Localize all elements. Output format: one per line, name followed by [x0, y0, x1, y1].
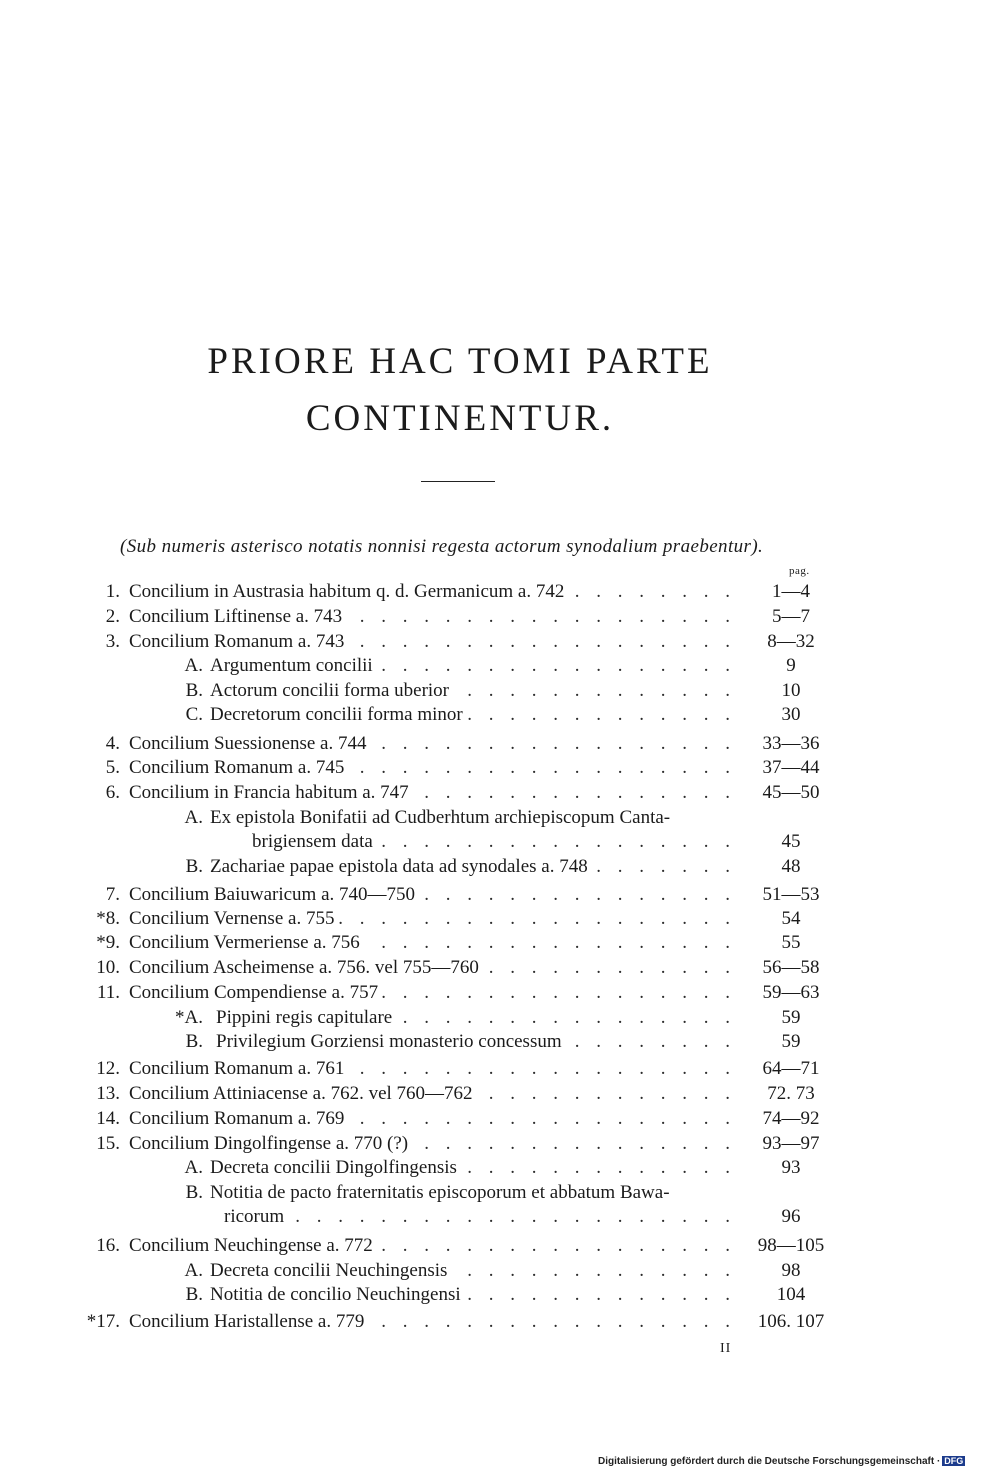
- entry-title: Concilium Neuchingense a. 772 . . .: [129, 1234, 736, 1258]
- pag-column-header: pag.: [789, 565, 810, 577]
- entry-pages: 93—97: [762, 1133, 820, 1154]
- entry-number: 13.: [96, 1083, 120, 1104]
- toc-subentry-continuation: [0, 1205, 1000, 1229]
- subentry-title: Decreta concilii Dingolfingensis . . .: [210, 1156, 736, 1180]
- entry-pages: 104: [776, 1284, 806, 1305]
- entry-number: 6.: [105, 782, 120, 803]
- subentry-title: Notitia de pacto fraternitatis episcoporum et abbatum Bawa-: [210, 1181, 736, 1205]
- toc-entry: [0, 883, 1000, 907]
- entry-number: 5.: [105, 757, 120, 778]
- subentry-letter: A.: [184, 807, 203, 828]
- entry-pages: 37—44: [762, 757, 820, 778]
- page-title-line1: PRIORE HAC TOMI PARTE: [207, 341, 713, 382]
- toc-entry: [0, 1310, 1000, 1334]
- toc-entry: [0, 1132, 1000, 1156]
- subentry-title: Ex epistola Bonifatii ad Cudberhtum archiepiscopum Canta-: [210, 806, 736, 830]
- toc-subentry: [0, 1181, 1000, 1205]
- entry-title: Concilium Haristallense a. 779 . . .: [129, 1310, 736, 1334]
- toc-entry: [0, 1057, 1000, 1081]
- toc-subentry: [0, 1030, 1000, 1054]
- subentry-letter: B.: [185, 1031, 203, 1052]
- entry-number: 12.: [96, 1058, 120, 1079]
- asterisk-note: (Sub numeris asterisco notatis nonnisi regesta actorum synodalium praebentur).: [120, 536, 764, 557]
- entry-title: Concilium in Francia habitum a. 747 . . .: [129, 781, 736, 805]
- entry-number: 11.: [96, 982, 120, 1003]
- entry-title: Concilium Liftinense a. 743 . . .: [129, 605, 736, 629]
- entry-pages: 98—105: [757, 1235, 825, 1256]
- toc-subentry: [0, 679, 1000, 703]
- subentry-title: Notitia de concilio Neuchingensi . . .: [210, 1283, 736, 1307]
- toc-entry: [0, 605, 1000, 629]
- toc-subentry: [0, 1006, 1000, 1030]
- entry-number: 7.: [105, 884, 120, 905]
- entry-title: Concilium in Austrasia habitum q. d. Germanicum a. 742 . . .: [129, 580, 736, 604]
- entry-number: *9.: [96, 932, 120, 953]
- subentry-title: Zachariae papae epistola data ad synodales a. 748 . . .: [210, 855, 736, 879]
- toc-subentry: [0, 806, 1000, 830]
- toc-entry: [0, 756, 1000, 780]
- entry-number: 2.: [105, 606, 120, 627]
- entry-pages: 54: [781, 908, 801, 929]
- subentry-letter: A.: [184, 1260, 203, 1281]
- toc-entry: [0, 1234, 1000, 1258]
- toc-entry: [0, 931, 1000, 955]
- entry-title: Concilium Vermeriense a. 756 . . .: [129, 931, 736, 955]
- toc-subentry-continuation: [0, 830, 1000, 854]
- page-title-line2: CONTINENTUR.: [305, 398, 615, 439]
- entry-pages: 74—92: [762, 1108, 820, 1129]
- signature-mark: II: [720, 1341, 732, 1356]
- entry-pages: 72. 73: [767, 1083, 815, 1104]
- entry-pages: 59: [781, 1007, 801, 1028]
- subentry-title-continuation: ricorum . . .: [224, 1205, 736, 1229]
- entry-pages: 5—7: [772, 606, 810, 627]
- toc-entry: [0, 580, 1000, 604]
- entry-pages: 59—63: [762, 982, 820, 1003]
- subentry-letter: B.: [185, 680, 203, 701]
- title-divider: [421, 481, 495, 482]
- funding-footer: [598, 1456, 965, 1467]
- entry-title: Concilium Romanum a. 743 . . .: [129, 630, 736, 654]
- subentry-letter: B.: [185, 1182, 203, 1203]
- entry-pages: 10: [781, 680, 801, 701]
- entry-pages: 55: [781, 932, 801, 953]
- entry-title: Concilium Baiuwaricum a. 740—750 . . .: [129, 883, 736, 907]
- toc-subentry: [0, 703, 1000, 727]
- toc-subentry: [0, 855, 1000, 879]
- entry-number: 3.: [105, 631, 120, 652]
- entry-pages: 106. 107: [757, 1311, 825, 1332]
- entry-pages: 48: [781, 856, 801, 877]
- toc-entry: [0, 1107, 1000, 1131]
- subentry-letter: B.: [185, 1284, 203, 1305]
- entry-title: Concilium Vernense a. 755 . . .: [129, 907, 736, 931]
- subentry-letter: A.: [184, 1157, 203, 1178]
- entry-title: Concilium Romanum a. 761 . . .: [129, 1057, 736, 1081]
- entry-pages: 9: [786, 655, 796, 676]
- entry-number: 15.: [96, 1133, 120, 1154]
- entry-pages: 45—50: [762, 782, 820, 803]
- subentry-title: Pippini regis capitulare . . .: [216, 1006, 736, 1030]
- entry-pages: 30: [781, 704, 801, 725]
- subentry-title-continuation: brigiensem data . . .: [252, 830, 736, 854]
- entry-pages: 98: [781, 1260, 801, 1281]
- entry-title: Concilium Compendiense a. 757 . . .: [129, 981, 736, 1005]
- entry-pages: 8—32: [767, 631, 815, 652]
- entry-pages: 45: [781, 831, 801, 852]
- entry-number: 4.: [105, 733, 120, 754]
- toc-entry: [0, 981, 1000, 1005]
- entry-pages: 64—71: [762, 1058, 820, 1079]
- entry-number: 10.: [96, 957, 120, 978]
- toc-entry: [0, 956, 1000, 980]
- subentry-title: Argumentum concilii . . .: [210, 654, 736, 678]
- subentry-title: Decretorum concilii forma minor . . .: [210, 703, 736, 727]
- entry-title: Concilium Suessionense a. 744 . . .: [129, 732, 736, 756]
- subentry-letter: B.: [185, 856, 203, 877]
- entry-title: Concilium Ascheimense a. 756. vel 755—760 . . .: [129, 956, 736, 980]
- toc-subentry: [0, 654, 1000, 678]
- entry-pages: 93: [781, 1157, 801, 1178]
- toc-subentry: [0, 1156, 1000, 1180]
- toc-entry: [0, 781, 1000, 805]
- entry-title: Concilium Dingolfingense a. 770 (?) . . .: [129, 1132, 736, 1156]
- entry-pages: 59: [781, 1031, 801, 1052]
- dfg-logo: DFG: [944, 1456, 964, 1466]
- subentry-title: Decreta concilii Neuchingensis . . .: [210, 1259, 736, 1283]
- entry-pages: 96: [781, 1206, 801, 1227]
- footer-text: Digitalisierung gefördert durch die Deutsche Forschungsgemeinschaft ·: [598, 1456, 941, 1467]
- entry-title: Concilium Romanum a. 745 . . .: [129, 756, 736, 780]
- toc-entry: [0, 907, 1000, 931]
- toc-entry: [0, 1082, 1000, 1106]
- entry-pages: 51—53: [762, 884, 820, 905]
- subentry-letter: *A.: [175, 1007, 203, 1028]
- entry-pages: 56—58: [762, 957, 820, 978]
- toc-subentry: [0, 1259, 1000, 1283]
- entry-title: Concilium Attiniacense a. 762. vel 760—762 . . .: [129, 1082, 736, 1106]
- toc-entry: [0, 732, 1000, 756]
- entry-pages: 33—36: [762, 733, 820, 754]
- subentry-title: Privilegium Gorziensi monasterio concessum . . .: [216, 1030, 736, 1054]
- subentry-title: Actorum concilii forma uberior . . .: [210, 679, 736, 703]
- entry-number: 14.: [96, 1108, 120, 1129]
- toc-subentry: [0, 1283, 1000, 1307]
- entry-title: Concilium Romanum a. 769 . . .: [129, 1107, 736, 1131]
- toc-entry: [0, 630, 1000, 654]
- entry-pages: 1—4: [772, 581, 810, 602]
- entry-number: 16.: [96, 1235, 120, 1256]
- subentry-letter: A.: [184, 655, 203, 676]
- entry-number: 1.: [105, 581, 120, 602]
- entry-number: *8.: [96, 908, 120, 929]
- subentry-letter: C.: [185, 704, 203, 725]
- entry-number: *17.: [86, 1311, 120, 1332]
